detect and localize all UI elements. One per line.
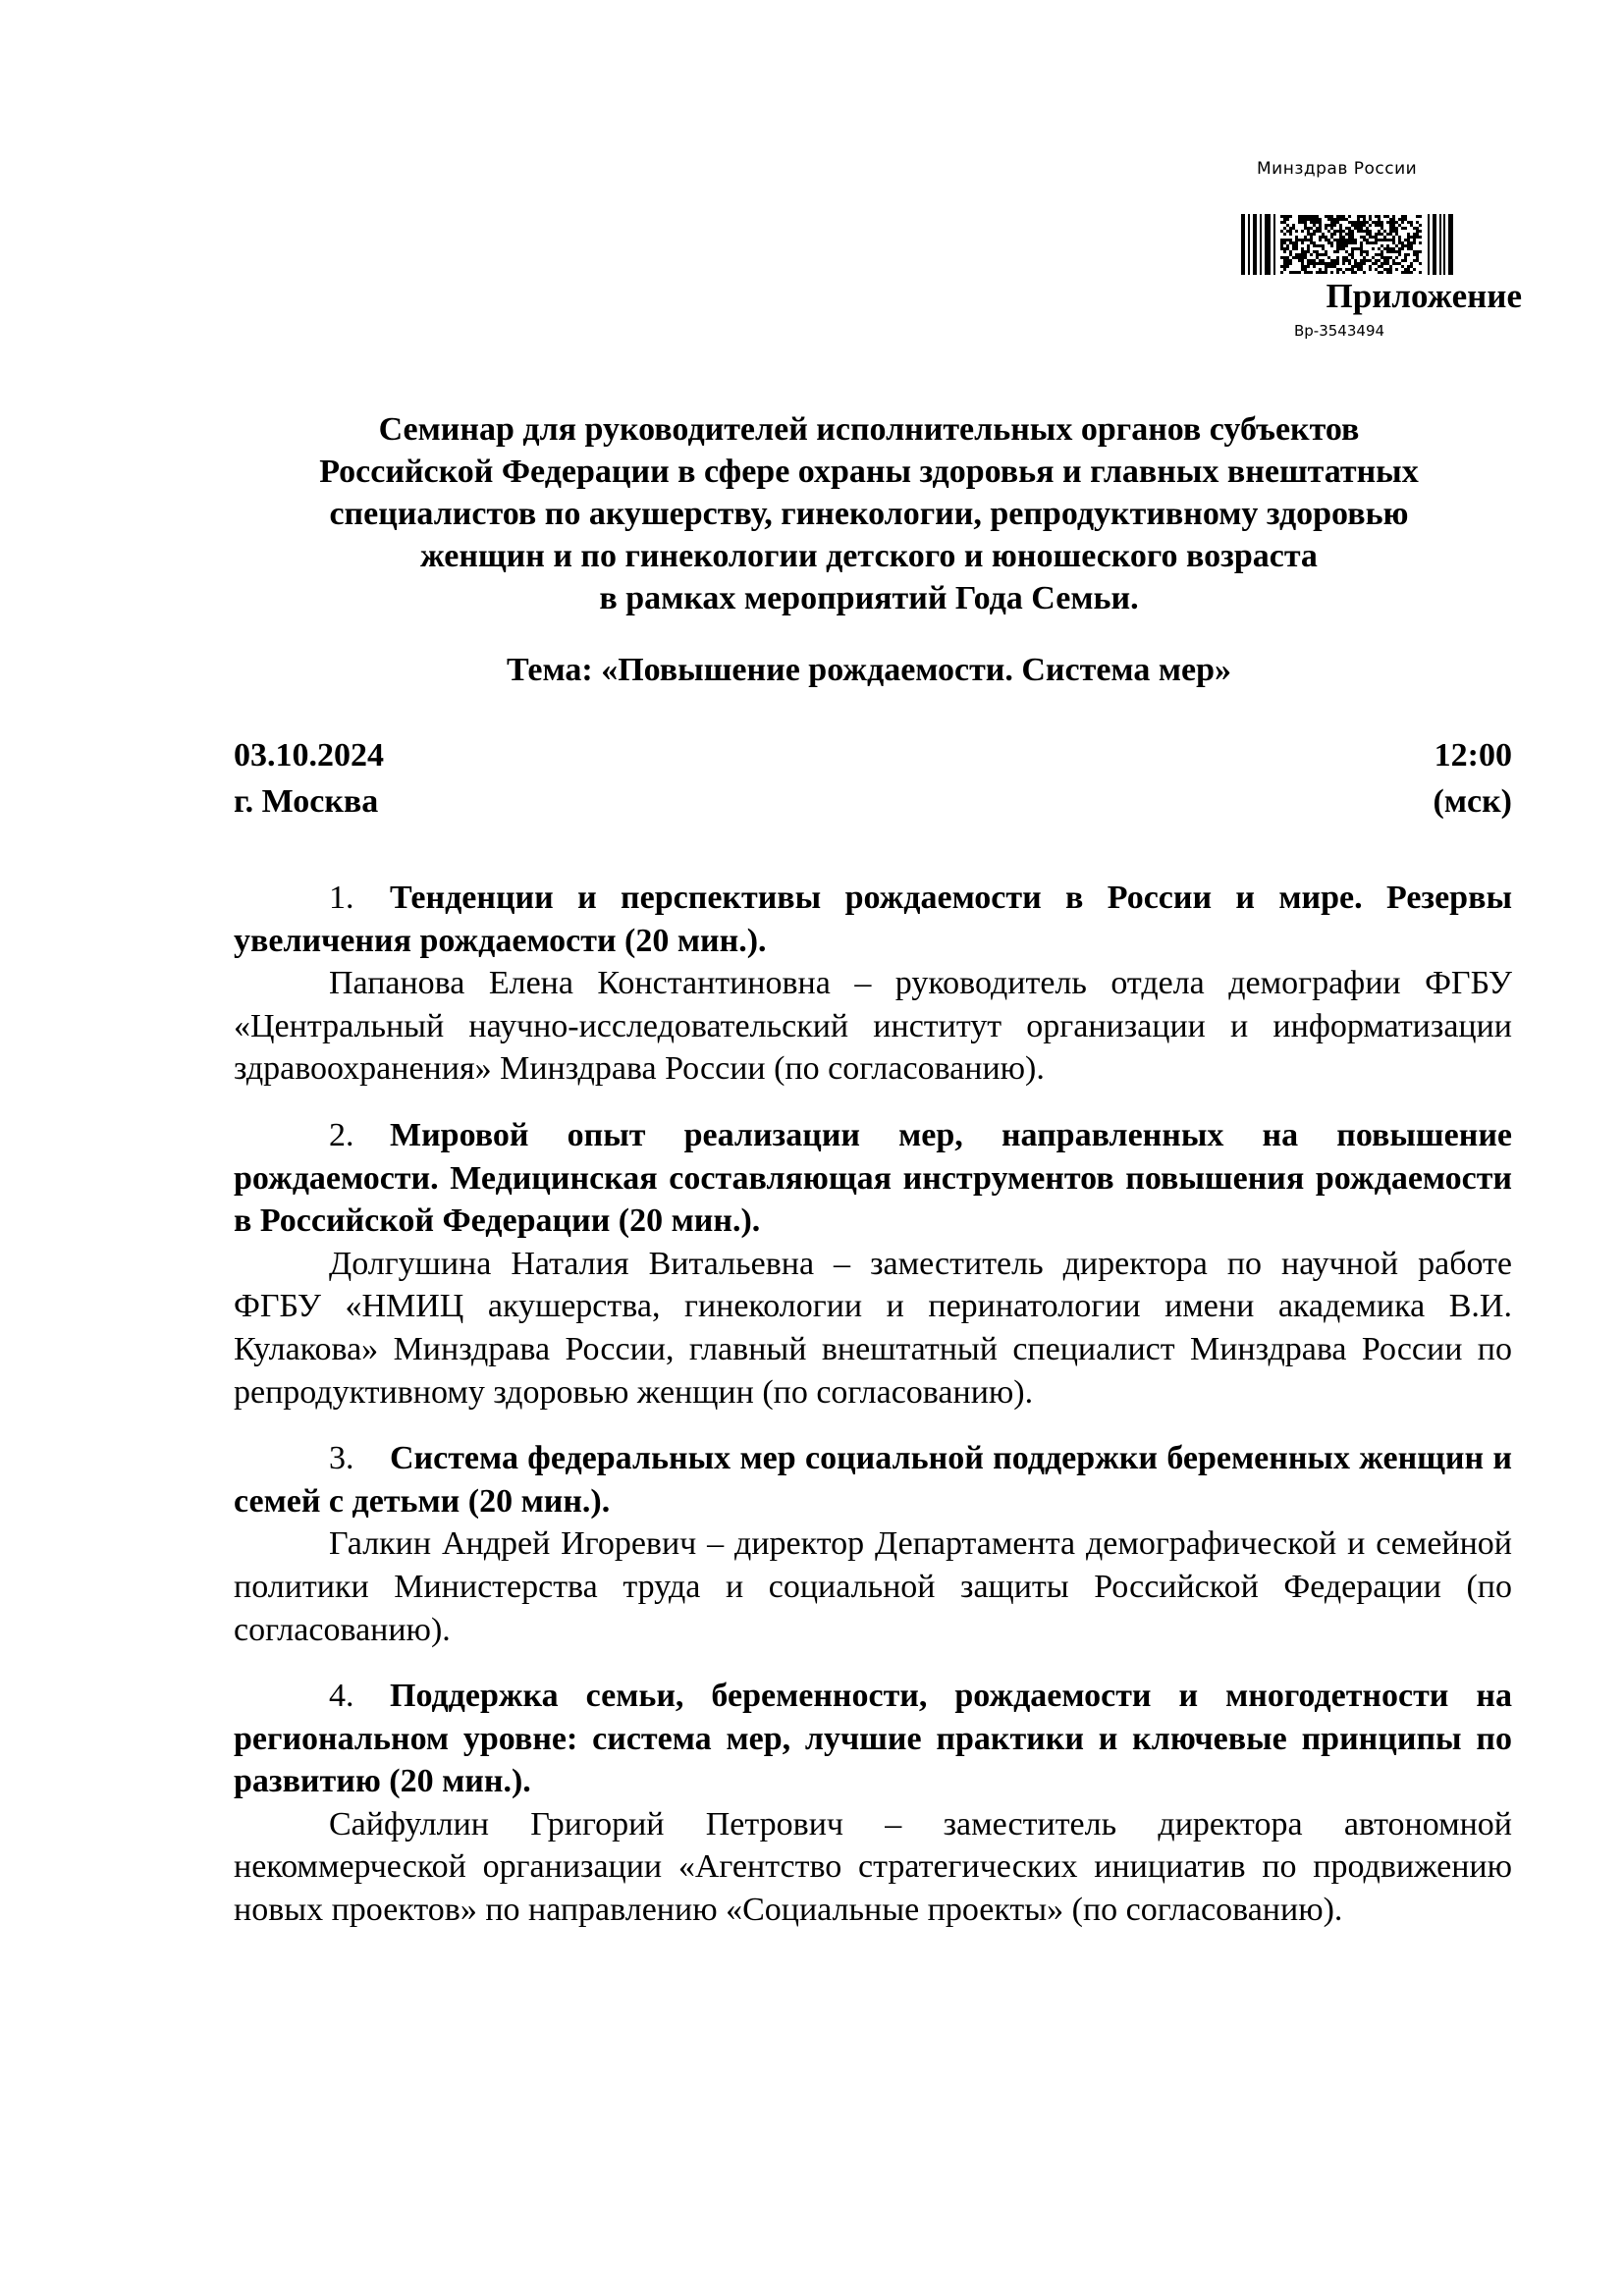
agenda-item-title: Поддержка семьи, беременности, рождаемости и многодетности на региональном уровне: система мер, лучшие практики и ключевые принципы по развитию (20 мин.). xyxy=(234,1678,1512,1800)
agenda-item-title: Мировой опыт реализации мер, направленных на повышение рождаемости. Медицинская составляющая инструментов повышения рождаемости в Российской Федерации (20 мин.). xyxy=(234,1116,1512,1240)
agenda-item-heading xyxy=(234,1675,1512,1803)
agenda-item-speaker: Долгушина Наталия Витальевна – заместитель директора по научной работе ФГБУ «НМИЦ акушерства, гинекологии и перинатологии имени академика В.И. Кулакова» Минздрава России, главный внештатный специалист Минздрава России по репродуктивному здоровью женщин (по согласованию). xyxy=(234,1245,1512,1411)
document-title xyxy=(226,408,1512,619)
stamp-organization: Минздрав России xyxy=(1257,159,1418,179)
agenda-item-heading xyxy=(234,877,1512,962)
title-line: Российской Федерации в сфере охраны здоровья и главных внештатных xyxy=(319,454,1419,490)
event-time: 12:00 xyxy=(1434,737,1512,774)
agenda-item-number: 2. xyxy=(329,1116,354,1153)
event-timezone: (мск) xyxy=(1433,783,1512,820)
agenda-item-title: Система федеральных мер социальной поддержки беременных женщин и семей с детьми (20 мин.). xyxy=(234,1440,1512,1520)
date-place xyxy=(234,732,384,825)
appendix-label: Приложение xyxy=(1326,277,1522,315)
agenda-item-speaker: Сайфуллин Григорий Петрович – заместитель директора автономной некоммерческой организации «Агентство стратегических инициатив по продвижению новых проектов» по направлению «Социальные проекты» (по согласованию). xyxy=(234,1805,1512,1929)
event-date: 03.10.2024 xyxy=(234,737,384,774)
agenda-item xyxy=(234,1675,1512,1932)
agenda-item xyxy=(234,877,1512,1091)
agenda-item-title: Тенденции и перспективы рождаемости в России и мире. Резервы увеличения рождаемости (20 мин.). xyxy=(234,880,1512,959)
agenda-item xyxy=(234,1114,1512,1414)
title-line: женщин и по гинекологии детского и юношеского возраста xyxy=(420,538,1318,574)
registration-number: Вр-3543494 xyxy=(1294,322,1385,340)
agenda-item-number: 4. xyxy=(329,1678,354,1715)
agenda-list xyxy=(234,877,1512,1955)
agenda-item-number: 1. xyxy=(329,880,354,916)
agenda-item-number: 3. xyxy=(329,1440,354,1477)
event-time-block xyxy=(1434,732,1512,825)
title-line: Семинар для руководителей исполнительных органов субъектов xyxy=(378,411,1360,448)
agenda-item xyxy=(234,1437,1512,1651)
title-line: в рамках мероприятий Года Семьи. xyxy=(599,580,1139,616)
registration-stamp xyxy=(1235,153,1530,349)
seminar-topic: Тема: «Повышение рождаемости. Система мер» xyxy=(506,652,1231,688)
agenda-item-speaker: Галкин Андрей Игоревич – директор Департамента демографической и семейной политики Министерства труда и социальной защиты Российской Федерации (по согласованию). xyxy=(234,1525,1512,1648)
title-line: специалистов по акушерству, гинекологии, репродуктивному здоровью xyxy=(329,496,1409,532)
agenda-item-heading xyxy=(234,1437,1512,1522)
agenda-item-heading xyxy=(234,1114,1512,1243)
event-city: г. Москва xyxy=(234,783,379,820)
barcode-icon xyxy=(1241,214,1453,275)
agenda-item-speaker: Папанова Елена Константиновна – руководитель отдела демографии ФГБУ «Центральный научно-исследовательский институт организации и информатизации здравоохранения» Минздрава России (по согласованию). xyxy=(234,965,1512,1088)
